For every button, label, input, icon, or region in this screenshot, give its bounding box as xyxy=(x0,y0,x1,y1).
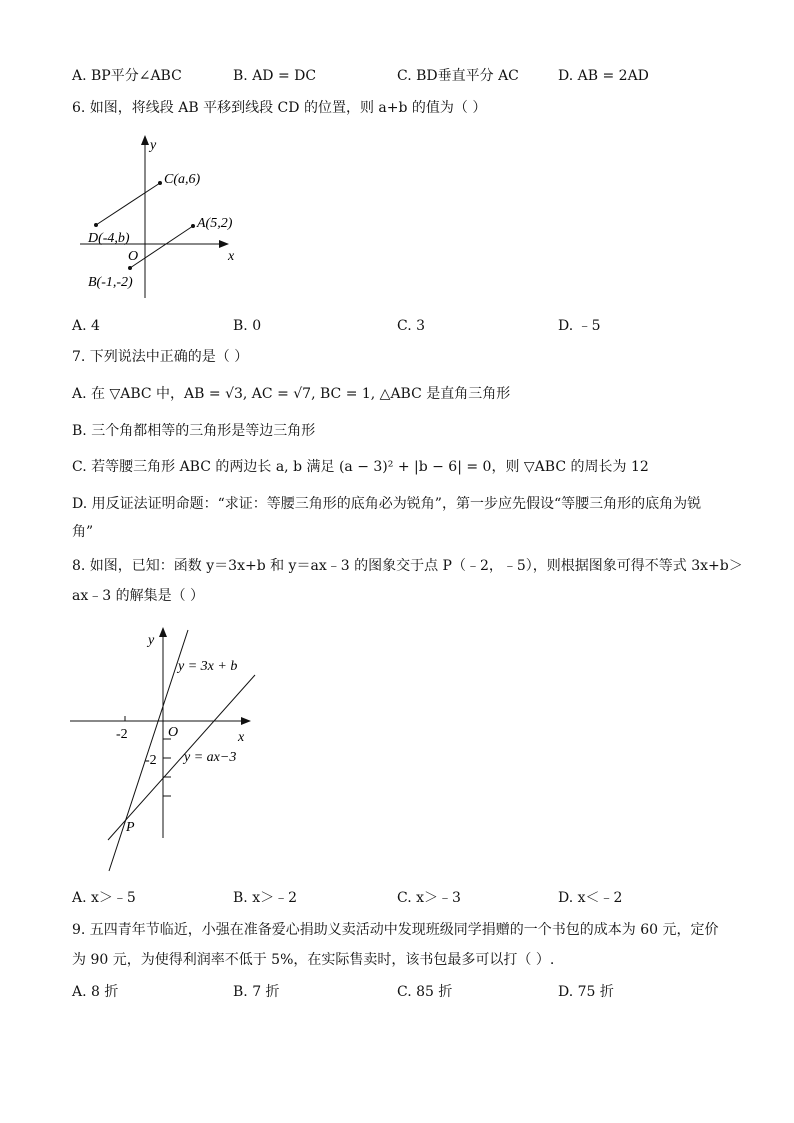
q7-option-c: C. 若等腰三角形 ABC 的两边长 a, b 满足 (a − 3)² + |b − 6| = 0，则 ▽ABC 的周长为 12 xyxy=(72,459,649,475)
q8-line1-label: y = 3x + b xyxy=(178,659,238,674)
q5-option-c: C. BD垂直平分 AC xyxy=(397,68,519,84)
point-d xyxy=(94,223,98,227)
q8-stem-line1: 8. 如图，已知：函数 y＝3x+b 和 y＝ax﹣3 的图象交于点 P（﹣2，﹣5），则根据图象可得不等式 3x+b＞ xyxy=(72,558,743,574)
point-b xyxy=(128,266,132,270)
q6-option-d: D. ﹣5 xyxy=(558,318,601,334)
q6-option-a: A. 4 xyxy=(72,318,100,334)
q8-line2-label: y = ax−3 xyxy=(184,750,237,765)
q6-x-label: x xyxy=(228,249,235,264)
q8-coordinate-plane xyxy=(66,620,266,875)
q8-point-p-label: P xyxy=(126,820,135,835)
q9-stem-line2: 为 90 元，为使得利润率不低于 5%，在实际售卖时，该书包最多可以打（ ）. xyxy=(72,952,555,968)
q6-option-c: C. 3 xyxy=(397,318,426,334)
q8-origin-label: O xyxy=(168,725,179,740)
q8-x-label: x xyxy=(238,730,245,745)
q5-option-d: D. AB = 2AD xyxy=(558,68,649,84)
q6-origin-label: O xyxy=(128,249,139,264)
q9-option-c: C. 85 折 xyxy=(397,984,453,1000)
segment-cd xyxy=(96,183,160,225)
q8-option-b: B. x＞﹣2 xyxy=(233,890,297,906)
segment-ab xyxy=(130,226,193,268)
q8-figure xyxy=(66,620,266,875)
q9-stem-line1: 9. 五四青年节临近，小强在准备爱心捐助义卖活动中发现班级同学捐赠的一个书包的成本为 60 元，定价 xyxy=(72,922,719,938)
q7-option-a: A. 在 ▽ABC 中，AB = √3, AC = √7, BC = 1, △ABC 是直角三角形 xyxy=(72,386,511,402)
q7-option-d-line2: 角” xyxy=(72,524,94,540)
q8-stem-line2: ax﹣3 的解集是（ ） xyxy=(72,588,205,604)
point-a xyxy=(191,224,195,228)
label-c: C(a,6) xyxy=(164,172,201,187)
q5-option-a: A. BP平分∠ABC xyxy=(72,68,182,84)
q9-option-b: B. 7 折 xyxy=(233,984,280,1000)
q8-y-tick-label: -2 xyxy=(145,753,157,768)
label-d: D(-4,b) xyxy=(88,231,130,246)
q6-option-b: B. 0 xyxy=(233,318,262,334)
label-b: B(-1,-2) xyxy=(88,275,133,290)
q8-option-a: A. x＞﹣5 xyxy=(72,890,136,906)
q6-coordinate-plane xyxy=(80,130,260,305)
q5-option-b: B. AD = DC xyxy=(233,68,317,84)
q9-option-d: D. 75 折 xyxy=(558,984,614,1000)
q8-y-label: y xyxy=(148,633,155,648)
q7-stem: 7. 下列说法中正确的是（ ） xyxy=(72,349,249,365)
q8-option-c: C. x＞﹣3 xyxy=(397,890,461,906)
q7-option-b: B. 三个角都相等的三角形是等边三角形 xyxy=(72,423,316,439)
line-y-3x-plus-b xyxy=(109,630,188,871)
q8-x-tick-label: -2 xyxy=(116,727,128,742)
q6-figure xyxy=(80,130,260,305)
q9-option-a: A. 8 折 xyxy=(72,984,119,1000)
q8-option-d: D. x＜﹣2 xyxy=(558,890,623,906)
q7-option-d-line1: D. 用反证法证明命题：“求证：等腰三角形的底角必为锐角”，第一步应先假设“等腰三角形的底角为锐 xyxy=(72,496,702,512)
label-a: A(5,2) xyxy=(197,216,233,231)
point-c xyxy=(158,181,162,185)
q6-stem: 6. 如图，将线段 AB 平移到线段 CD 的位置，则 a+b 的值为（ ） xyxy=(72,100,487,116)
q6-y-label: y xyxy=(150,138,157,153)
